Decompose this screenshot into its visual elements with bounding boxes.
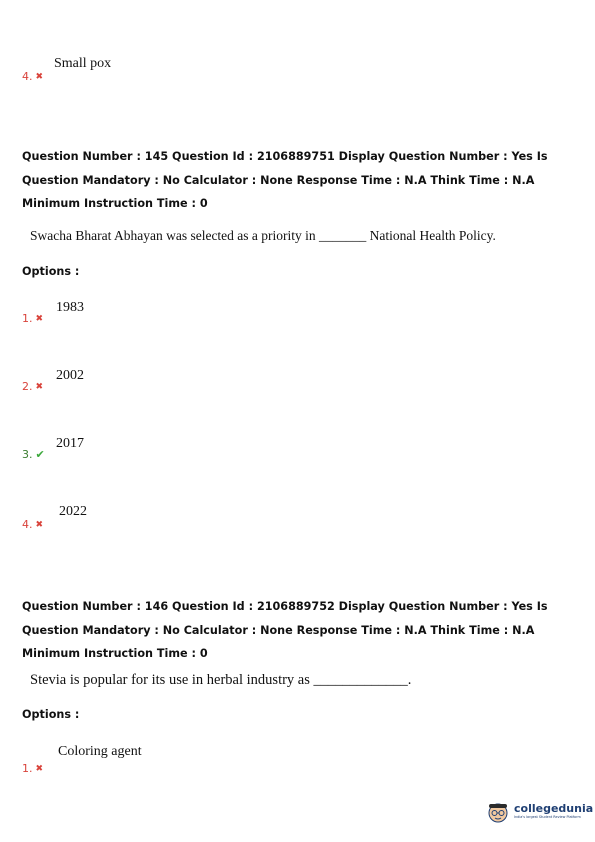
- option-text: 2022: [59, 504, 87, 519]
- option-text: 2017: [56, 436, 84, 451]
- cross-icon: ✖: [35, 381, 44, 392]
- check-icon: ✔: [35, 448, 45, 461]
- collegedunia-logo: [486, 798, 593, 824]
- question-145-text: Swacha Bharat Abhayan was selected as a priority in _______ National Health Policy.: [30, 228, 496, 243]
- cross-icon: ✖: [35, 71, 44, 82]
- question-146-options-label: Options :: [22, 708, 80, 721]
- question-146-text: Stevia is popular for its use in herbal industry as _____________.: [30, 672, 412, 688]
- option-text: Coloring agent: [58, 744, 142, 759]
- option-number: 1. ✖: [22, 312, 44, 325]
- cross-icon: ✖: [35, 763, 44, 774]
- option-text: 2002: [56, 368, 84, 383]
- option-number: 2. ✖: [22, 380, 44, 393]
- option-text: 1983: [56, 300, 84, 315]
- option-number: 3. ✔: [22, 448, 45, 461]
- question-145-options-label: Options :: [22, 265, 80, 278]
- question-146-meta: Question Number : 146 Question Id : 2106889752 Display Question Number : Yes Is Question Mandatory : No Calculator : None Response Time : N.A Think Time : N.A Minimum Instruction Time : 0: [22, 600, 548, 660]
- cross-icon: ✖: [35, 313, 44, 324]
- option-number: 4. ✖: [22, 518, 44, 531]
- option-number: 4. ✖: [22, 70, 44, 83]
- question-145-meta: Question Number : 145 Question Id : 2106889751 Display Question Number : Yes Is Question Mandatory : No Calculator : None Response Time : N.A Think Time : N.A Minimum Instruction Time : 0: [22, 150, 548, 210]
- logo-name: collegedunia: [514, 801, 594, 815]
- option-number: 1. ✖: [22, 762, 44, 775]
- option-text: Small pox: [54, 56, 112, 71]
- cross-icon: ✖: [35, 519, 44, 530]
- student-mascot-icon: [486, 798, 510, 824]
- logo-tagline: India's largest Student Review Platform: [514, 814, 581, 819]
